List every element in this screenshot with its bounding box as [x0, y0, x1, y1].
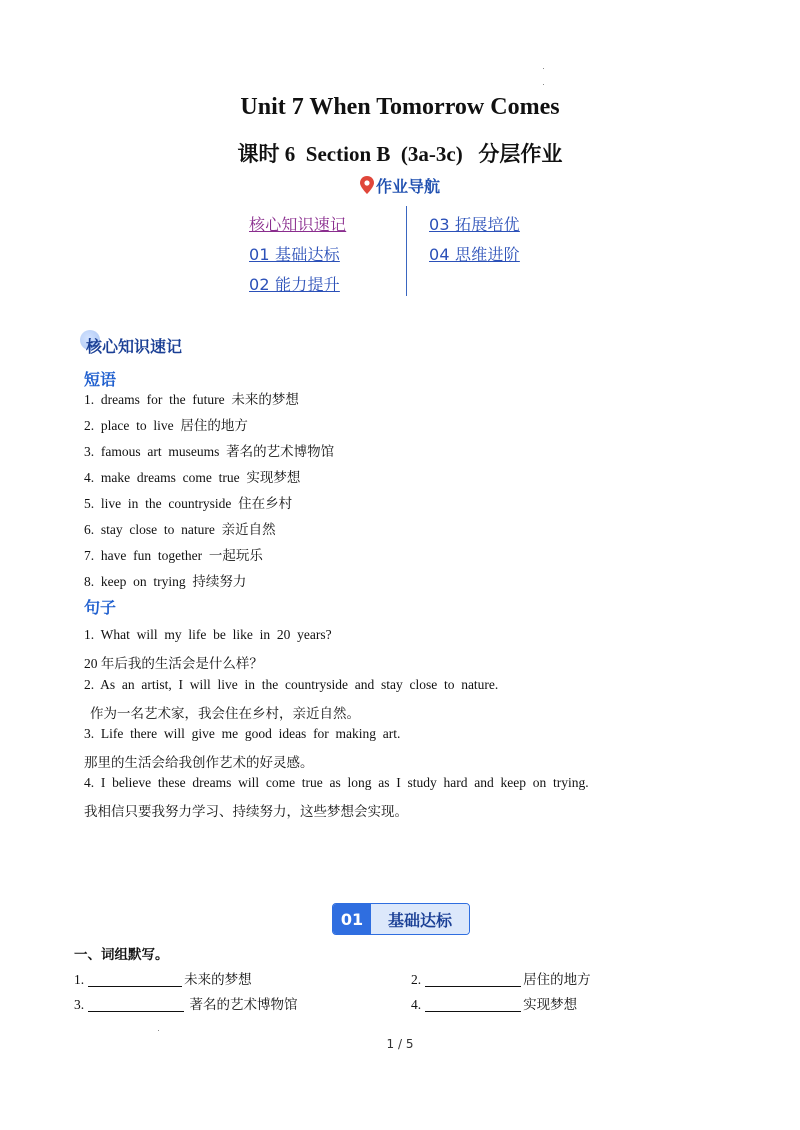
page-subtitle: 课时 6 Section B (3a-3c) 分层作业 [237, 142, 563, 166]
speck-mark [543, 68, 544, 69]
answer-blank[interactable] [88, 997, 184, 1012]
sentence-zh: 作为一名艺术家，我会住在乡村，亲近自然。 [90, 706, 360, 721]
phrase-item: 1. dreams for the future 未来的梦想 [84, 392, 299, 407]
exercise-item [74, 993, 298, 1013]
location-pin-icon [360, 176, 374, 194]
answer-blank[interactable] [88, 972, 182, 987]
sentence-en: 1. What will my life be like in 20 years? [84, 627, 332, 642]
phrase-item: 6. stay close to nature 亲近自然 [84, 522, 276, 537]
badge-number: 01 [333, 904, 371, 934]
answer-blank[interactable] [425, 997, 521, 1012]
speck-mark [543, 84, 544, 85]
phrases-heading: 短语 [84, 370, 117, 389]
answer-blank[interactable] [425, 972, 521, 987]
badge-label: 基础达标 [371, 904, 469, 934]
nav-link-ability[interactable]: 02 能力提升 [249, 275, 340, 294]
nav-divider [406, 206, 407, 296]
sentence-zh: 20 年后我的生活会是什么样？ [84, 656, 263, 671]
exercise-number: 4. [411, 997, 422, 1012]
exercise-item [411, 993, 577, 1013]
exercise-number: 3. [74, 997, 85, 1012]
nav-link-extension[interactable]: 03 拓展培优 [429, 215, 520, 234]
phrase-item: 8. keep on trying 持续努力 [84, 574, 247, 589]
exercise-prompt: 居住的地方 [523, 972, 591, 987]
exercise-item [74, 968, 252, 988]
exercise-item [411, 968, 591, 988]
speck-mark [158, 1030, 159, 1031]
sentence-en: 3. Life there will give me good ideas for making art. [84, 726, 401, 741]
phrase-item: 7. have fun together 一起玩乐 [84, 548, 263, 563]
core-knowledge-heading [86, 334, 182, 357]
nav-heading [0, 174, 800, 197]
exercise-prompt: 著名的艺术博物馆 [186, 997, 298, 1012]
nav-link-thinking[interactable]: 04 思维进阶 [429, 245, 520, 264]
question-heading: 一、词组默写。 [74, 947, 169, 963]
basic-section-badge [332, 903, 470, 935]
sentence-en: 4. I believe these dreams will come true as long as I study hard and keep on trying. [84, 775, 589, 790]
page-title: Unit 7 When Tomorrow Comes [240, 94, 560, 120]
exercise-prompt: 实现梦想 [523, 997, 578, 1012]
sentence-en: 2. As an artist, I will live in the countryside and stay close to nature. [84, 677, 499, 692]
phrase-item: 5. live in the countryside 住在乡村 [84, 496, 293, 511]
sentence-zh: 我相信只要我努力学习、持续努力，这些梦想会实现。 [84, 804, 408, 819]
page-number: 1 / 5 [386, 1037, 414, 1051]
phrase-item: 2. place to live 居住的地方 [84, 418, 248, 433]
phrase-item: 4. make dreams come true 实现梦想 [84, 470, 301, 485]
core-knowledge-heading-label: 核心知识速记 [86, 337, 183, 356]
nav-link-core-knowledge[interactable]: 核心知识速记 [249, 215, 347, 234]
phrase-item: 3. famous art museums 著名的艺术博物馆 [84, 444, 335, 459]
nav-link-basic[interactable]: 01 基础达标 [249, 245, 340, 264]
exercise-number: 1. [74, 972, 85, 987]
sentence-zh: 那里的生活会给我创作艺术的好灵感。 [84, 755, 314, 770]
nav-heading-label: 作业导航 [375, 177, 440, 196]
exercise-prompt: 未来的梦想 [184, 972, 252, 987]
exercise-number: 2. [411, 972, 422, 987]
sentences-heading: 句子 [84, 598, 117, 617]
